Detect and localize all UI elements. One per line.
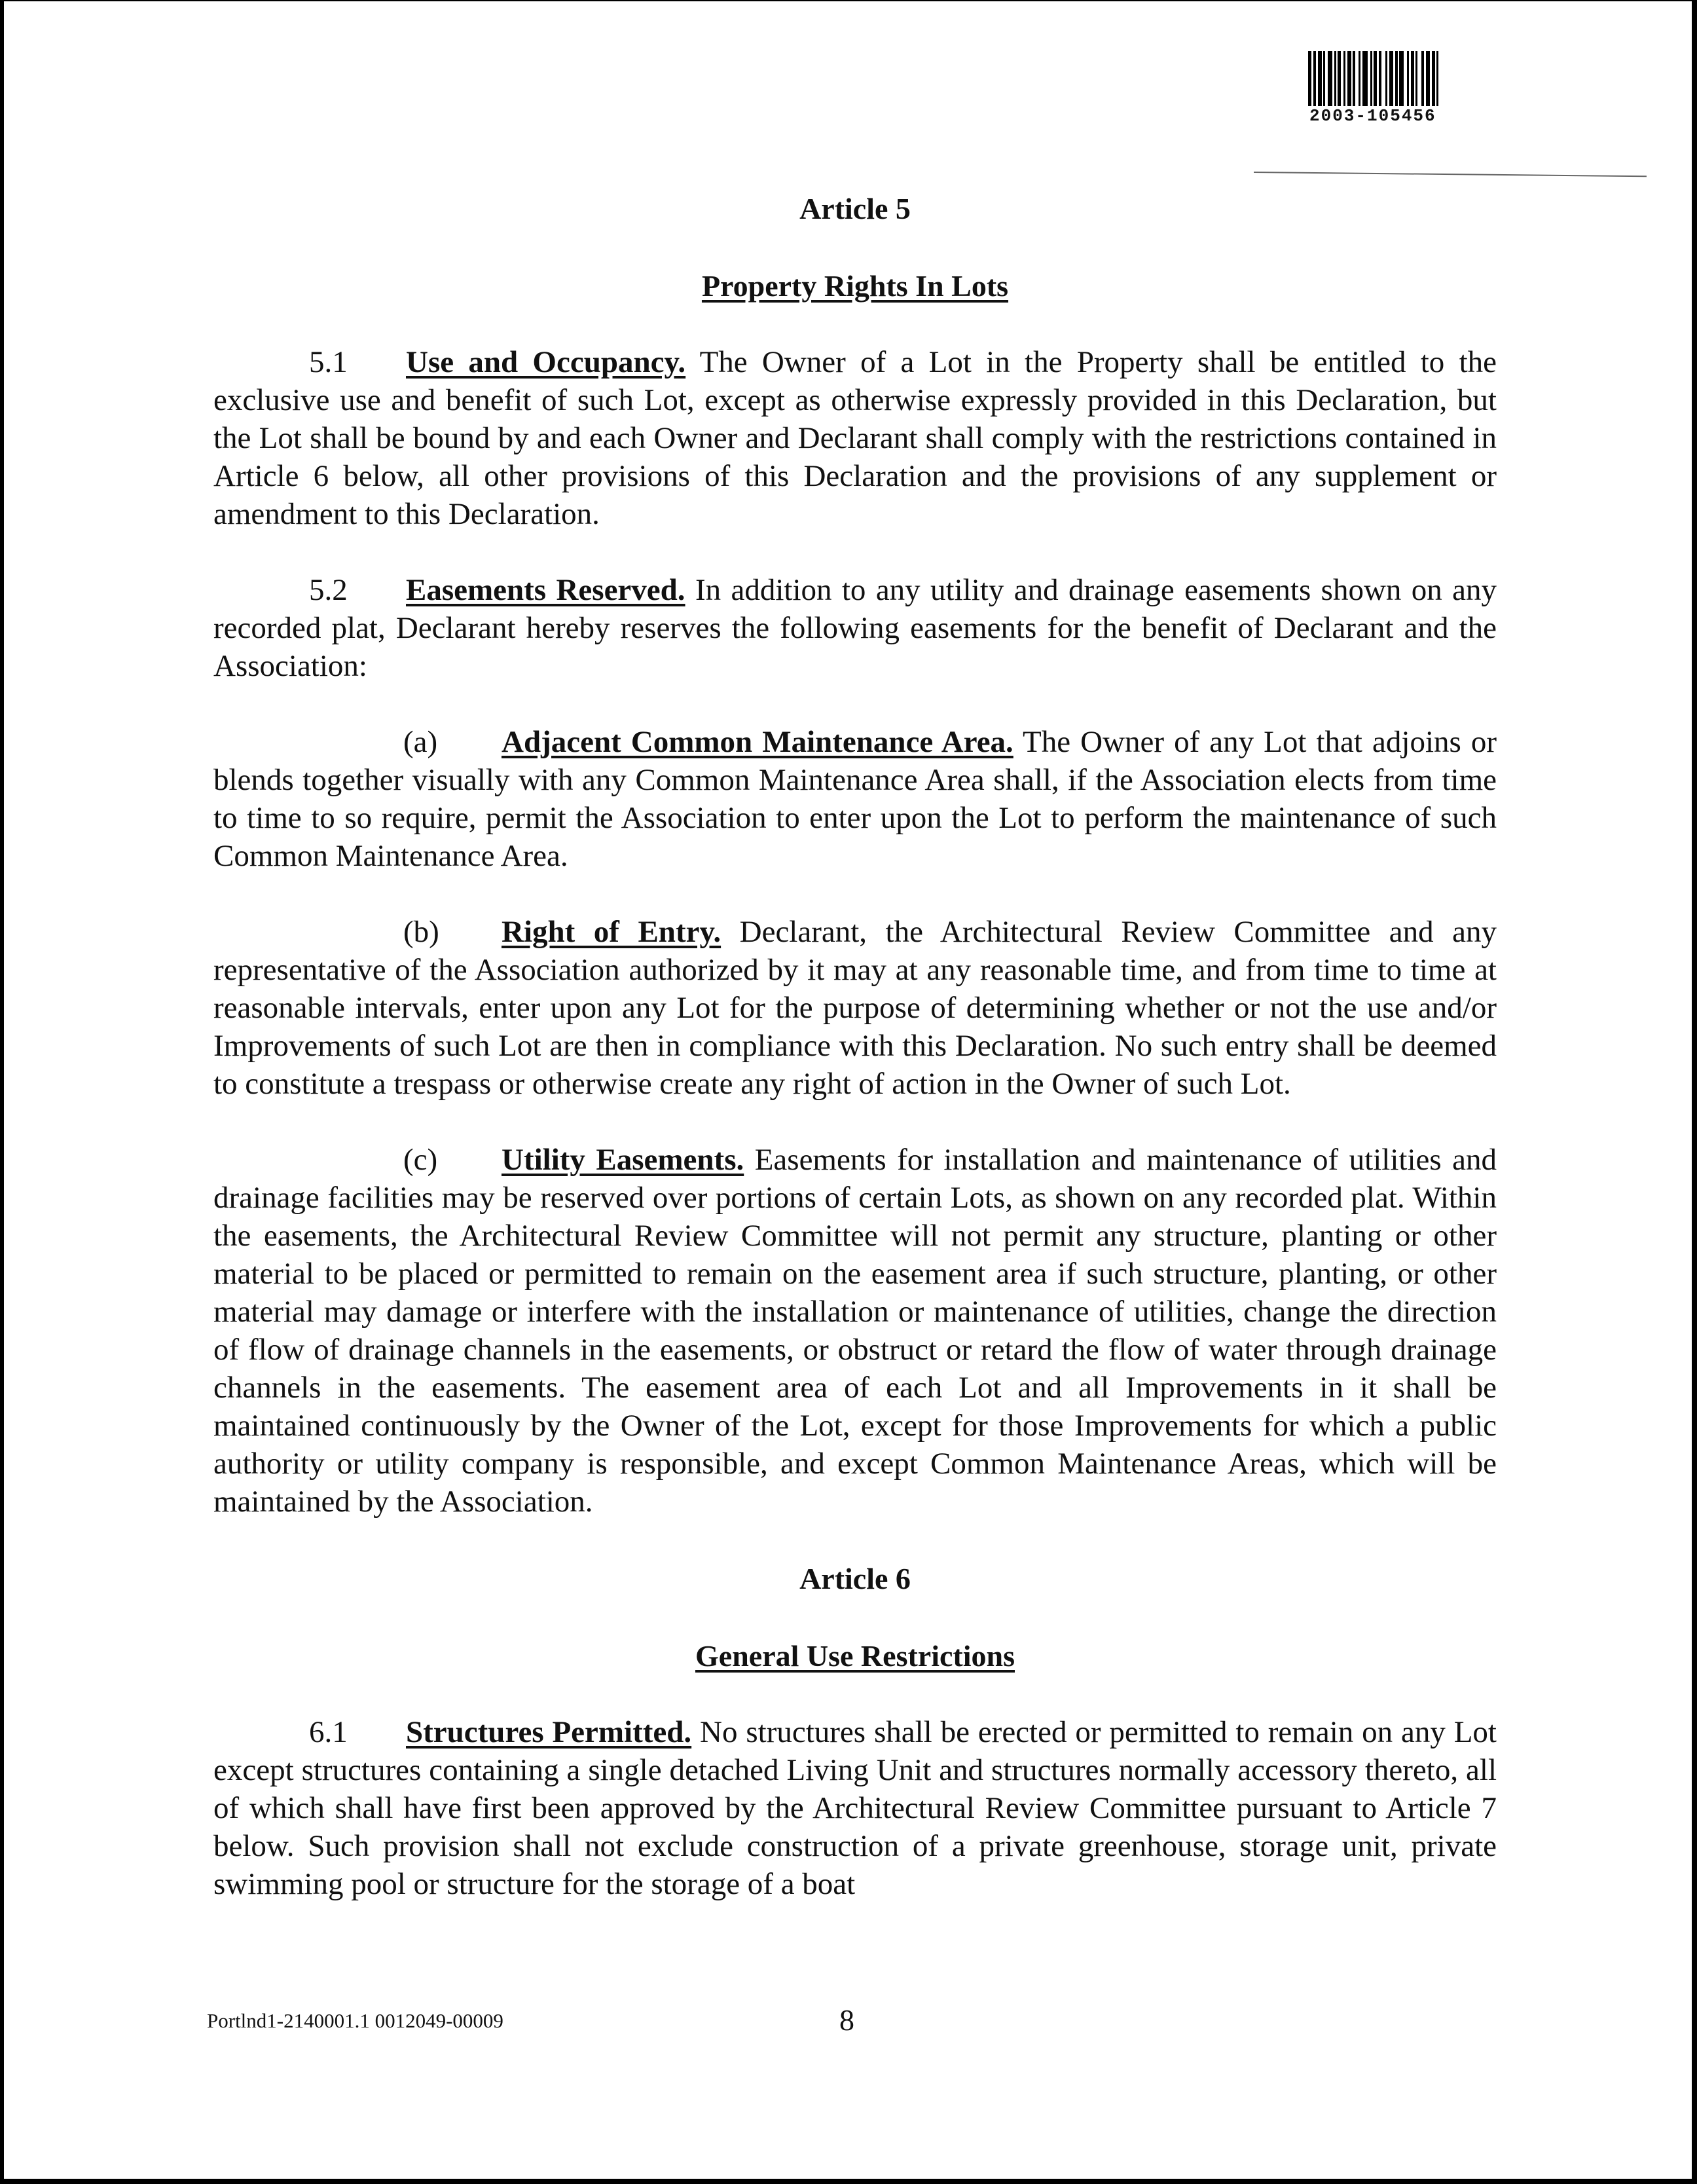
- section-text: The Owner of a Lot in the Property shall be entitled to the exclusive use and benefit of such Lot, except as otherwise expressly provided in this Declaration, but the Lot shall be bound by and each Owner and Declarant shall comply with the restrictions contained in Article 6 below, all other provisions of this Declaration and the provisions of any supplement or amendment to this Declaration.: [213, 345, 1497, 531]
- subsection-a: [213, 723, 1497, 875]
- subsection-b: [213, 913, 1497, 1103]
- section-text: No structures shall be erected or permitted to remain on any Lot except structures containing a single detached Living Unit and structures normally accessory thereto, all of which shall have first been approved by the Architectural Review Committee pursuant to Article 7 below. Such provision shall not exclude construction of a private greenhouse, storage unit, private swimming pool or structure for the storage of a boat: [213, 1715, 1497, 1901]
- barcode-number: 2003-105456: [1309, 106, 1436, 126]
- corner-rule: [1254, 172, 1647, 177]
- section-number: 5.2: [309, 573, 348, 607]
- subsection-number: (a): [403, 725, 438, 759]
- subsection-number: (c): [403, 1143, 438, 1177]
- article-6-title: Article 6: [799, 1562, 911, 1595]
- section-label: Easements Reserved.: [406, 573, 685, 607]
- section-5-1: [213, 343, 1497, 533]
- subsection-text: The Owner of any Lot that adjoins or blends together visually with any Common Maintenance Area shall, if the Association elects from time to time to so require, permit the Association to enter upon the Lot to perform the maintenance of such Common Maintenance Area.: [213, 725, 1497, 873]
- subsection-text: Declarant, the Architectural Review Committee and any representative of the Association authorized by it may at any reasonable time, and from time to time at reasonable intervals, enter upon any Lot for the purpose of determining whether or not the use and/or Improvements of such Lot are then in compliance with this Declaration. No such entry shall be deemed to constitute a trespass or otherwise create any right of action in the Owner of such Lot.: [213, 915, 1497, 1101]
- article-5-title: Article 5: [799, 192, 911, 225]
- subsection-label: Adjacent Common Maintenance Area.: [502, 725, 1013, 759]
- section-label: Use and Occupancy.: [406, 345, 686, 379]
- subsection-text: Easements for installation and maintenance of utilities and drainage facilities may be reserved over portions of certain Lots, as shown on any recorded plat. Within the easements, the Architectural Review Committee will not permit any structure, planting or other material to be placed or permitted to remain on the easement area if such structure, planting, or other material may damage or interfere with the installation or maintenance of utilities, change the direction of flow of drainage channels in the easements, or obstruct or retard the flow of water through drainage channels in the easements. The easement area of each Lot and all Improvements in it shall be maintained continuously by the Owner of the Lot, except for those Improvements for which a public authority or utility company is responsible, and except Common Maintenance Areas, which will be maintained by the Association.: [213, 1143, 1497, 1519]
- barcode-image: [1308, 51, 1609, 106]
- document-body: [213, 190, 1497, 1941]
- page-number: 8: [839, 2003, 854, 2037]
- subsection-label: Right of Entry.: [502, 915, 721, 949]
- footer-document-reference: Portlnd1-2140001.1 0012049-00009: [207, 2009, 503, 2032]
- section-6-1: [213, 1713, 1497, 1903]
- section-text: In addition to any utility and drainage easements shown on any recorded plat, Declarant hereby reserves the following easements for the benefit of Declarant and the Association:: [213, 573, 1497, 683]
- article-6-heading: General Use Restrictions: [695, 1639, 1015, 1673]
- section-5-2: [213, 571, 1497, 685]
- subsection-number: (b): [403, 915, 439, 949]
- article-5-heading: Property Rights In Lots: [701, 269, 1009, 303]
- section-number: 6.1: [309, 1715, 348, 1749]
- subsection-label: Utility Easements.: [502, 1143, 744, 1177]
- subsection-c: [213, 1141, 1497, 1521]
- section-number: 5.1: [309, 345, 348, 379]
- section-label: Structures Permitted.: [406, 1715, 692, 1749]
